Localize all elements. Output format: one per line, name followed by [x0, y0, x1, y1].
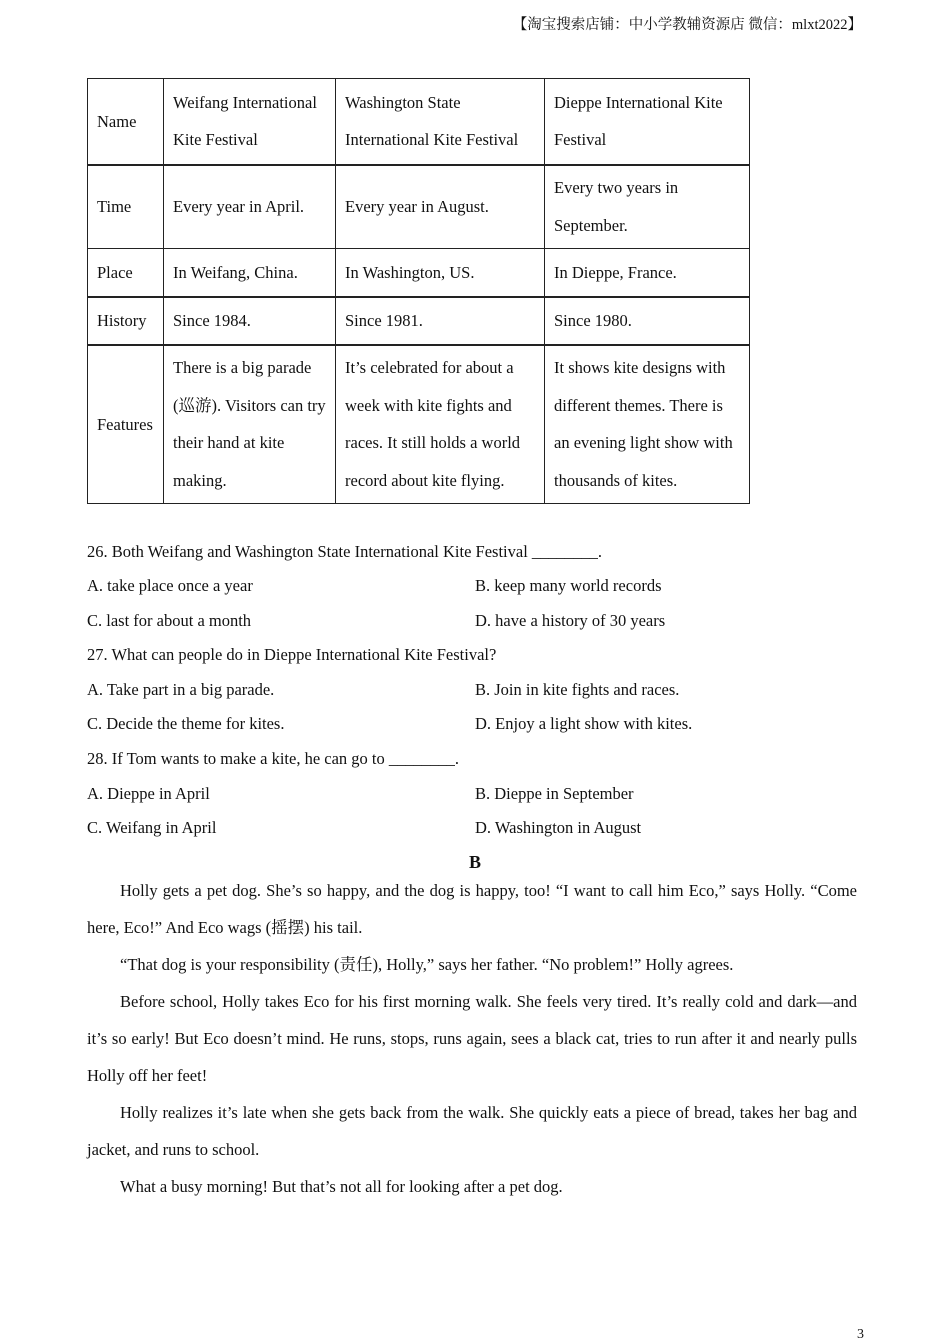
table-row-header: Features [88, 345, 164, 504]
table-cell: Every year in April. [164, 165, 336, 249]
table-cell: Weifang International Kite Festival [164, 79, 336, 165]
table-cell: It shows kite designs with different themes. There is an evening light show with thousands of kites. [545, 345, 750, 504]
passage-paragraph: What a busy morning! But that’s not all for looking after a pet dog. [120, 1177, 563, 1196]
table-cell: Every two years in September. [545, 165, 750, 249]
table-cell: It’s celebrated for about a week with kite fights and races. It still holds a world record about kite flying. [336, 345, 545, 504]
passage-paragraph: Before school, Holly takes Eco for his first morning walk. She feels very tired. It’s really cold and dark—and it’s so early! But Eco doesn’t mind. He runs, stops, runs again, sees a black cat, tries to run after it and nearly pulls Holly off her feet! [87, 992, 857, 1085]
question-26-option-c: C. last for about a month [87, 611, 252, 630]
table-row-header: Place [88, 249, 164, 297]
reading-passage-b [87, 872, 857, 1205]
table-row-features [88, 345, 750, 504]
kite-festival-table [87, 78, 750, 504]
question-28-option-c: C. Weifang in April [87, 818, 217, 837]
table-cell: Since 1980. [545, 297, 750, 345]
table-cell: In Washington, US. [336, 249, 545, 297]
passage-paragraph: Holly realizes it’s late when she gets back from the walk. She quickly eats a piece of bread, takes her bag and jacket, and runs to school. [87, 1103, 857, 1159]
table-cell: Since 1981. [336, 297, 545, 345]
question-28-option-d: D. Washington in August [475, 818, 642, 837]
table-row-place [88, 249, 750, 297]
table-row-time [88, 165, 750, 249]
question-28-option-a: A. Dieppe in April [87, 784, 210, 803]
question-27-option-d: D. Enjoy a light show with kites. [475, 714, 693, 733]
table-cell: Every year in August. [336, 165, 545, 249]
question-27-option-c: C. Decide the theme for kites. [87, 714, 285, 733]
question-26-stem: 26. Both Weifang and Washington State International Kite Festival ________. [87, 542, 603, 561]
passage-paragraph: Holly gets a pet dog. She’s so happy, and the dog is happy, too! “I want to call him Eco,” says Holly. “Come here, Eco!” And Eco wags (摇摆) his tail. [87, 881, 857, 937]
header-note: 【淘宝搜索店铺：中小学教辅资源店 微信：mlxt2022】 [512, 17, 862, 33]
table-row-history [88, 297, 750, 345]
question-26-option-d: D. have a history of 30 years [475, 611, 666, 630]
table-cell: Dieppe International Kite Festival [545, 79, 750, 165]
page-number: 3 [857, 1327, 864, 1342]
table-row-name [88, 79, 750, 165]
passage-paragraph: “That dog is your responsibility (责任), Holly,” says her father. “No problem!” Holly agrees. [120, 955, 734, 974]
question-27-option-a: A. Take part in a big parade. [87, 680, 275, 699]
question-26-option-a: A. take place once a year [87, 576, 253, 595]
question-26-option-b: B. keep many world records [475, 576, 662, 595]
question-28-stem: 28. If Tom wants to make a kite, he can go to ________. [87, 749, 460, 768]
table-row-header: Name [88, 79, 164, 165]
table-cell: In Weifang, China. [164, 249, 336, 297]
question-28-option-b: B. Dieppe in September [475, 784, 634, 803]
table-row-header: Time [88, 165, 164, 249]
table-row-header: History [88, 297, 164, 345]
question-27-option-b: B. Join in kite fights and races. [475, 680, 680, 699]
question-27-stem: 27. What can people do in Dieppe International Kite Festival? [87, 645, 497, 664]
table-cell: In Dieppe, France. [545, 249, 750, 297]
table-cell: Washington State International Kite Festival [336, 79, 545, 165]
section-b-title: B [468, 852, 481, 872]
table-cell: Since 1984. [164, 297, 336, 345]
table-cell: There is a big parade (巡游). Visitors can try their hand at kite making. [164, 345, 336, 504]
